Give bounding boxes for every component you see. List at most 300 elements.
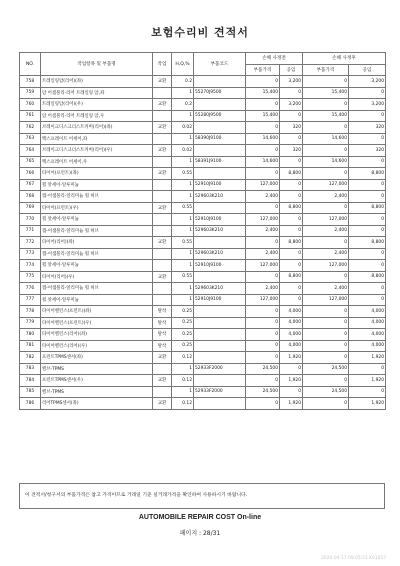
- price-before-cell: 0: [246, 398, 280, 410]
- price-after-cell: 2,400: [303, 248, 349, 260]
- hq-value-cell: 0.25: [172, 340, 194, 352]
- table-row: [20, 294, 386, 306]
- table-row: [20, 248, 386, 260]
- labor-before-cell: 4,000: [280, 340, 303, 352]
- row-number-cell: 771: [20, 225, 41, 237]
- item-name-cell: 휠 앗세이-알루미늄: [41, 179, 153, 191]
- work-type-cell: [153, 386, 172, 398]
- row-number-cell: 758: [20, 76, 41, 88]
- page-number: 페이지 : 28/31: [179, 530, 221, 537]
- row-number-cell: 766: [20, 168, 41, 180]
- price-before-cell: 15,400: [246, 110, 280, 122]
- labor-before-cell: 0: [280, 363, 303, 375]
- part-code-cell: 58391J9100: [194, 156, 246, 168]
- price-after-cell: 0: [303, 122, 349, 134]
- price-before-cell: 15,400: [246, 87, 280, 99]
- price-before-cell: 0: [246, 122, 280, 134]
- work-type-cell: 교환: [153, 76, 172, 88]
- price-before-cell: 24,500: [246, 386, 280, 398]
- row-number-cell: 773: [20, 248, 41, 260]
- labor-before-cell: 320: [280, 145, 303, 157]
- price-after-cell: 2,400: [303, 283, 349, 295]
- price-before-cell: 0: [246, 237, 280, 249]
- row-number-cell: 774: [20, 260, 41, 272]
- labor-after-cell: 0: [349, 294, 386, 306]
- item-name-cell: 캡-어셈블리-알리미늄 휠 허브: [41, 283, 153, 295]
- price-after-cell: 0: [303, 237, 349, 249]
- col-name-header: 작업항목 및 부품명: [41, 53, 153, 76]
- table-row: [20, 271, 386, 283]
- part-code-cell: 52910J9100: [194, 214, 246, 226]
- price-after-cell: 127,000: [303, 179, 349, 191]
- work-type-cell: 탈착: [153, 317, 172, 329]
- labor-after-cell: 8,800: [349, 271, 386, 283]
- labor-after-cell: 0: [349, 110, 386, 122]
- table-row: [20, 179, 386, 191]
- print-timestamp: 2020-04-17 09:05:51 K01057: [321, 556, 386, 561]
- labor-before-cell: 4,000: [280, 317, 303, 329]
- price-before-cell: 24,500: [246, 363, 280, 375]
- price-after-cell: 0: [303, 168, 349, 180]
- work-type-cell: 탈착: [153, 306, 172, 318]
- price-before-cell: 14,600: [246, 156, 280, 168]
- labor-before-cell: 1,920: [280, 352, 303, 364]
- part-code-cell: [194, 271, 246, 283]
- labor-before-cell: 1,920: [280, 398, 303, 410]
- hq-value-cell: 1: [172, 110, 194, 122]
- price-after-cell: 2,400: [303, 191, 349, 203]
- labor-after-cell: 4,000: [349, 317, 386, 329]
- hq-value-cell: 0.55: [172, 168, 194, 180]
- table-row: [20, 214, 386, 226]
- labor-after-cell: 3,200: [349, 99, 386, 111]
- hq-value-cell: 0.25: [172, 306, 194, 318]
- item-name-cell: 타이어밸런스(리어)(우): [41, 340, 153, 352]
- price-after-cell: 127,000: [303, 214, 349, 226]
- labor-after-cell: 0: [349, 214, 386, 226]
- item-name-cell: 캡-어셈블리-알리미늄 휠 허브: [41, 248, 153, 260]
- labor-after-cell: 0: [349, 386, 386, 398]
- labor-before-cell: 4,000: [280, 306, 303, 318]
- work-type-cell: [153, 260, 172, 272]
- item-name-cell: 암 어셈블리-리어 트레일링 암,좌: [41, 87, 153, 99]
- row-number-cell: 785: [20, 386, 41, 398]
- row-number-cell: 776: [20, 283, 41, 295]
- row-number-cell: 760: [20, 99, 41, 111]
- item-name-cell: 백스프레이트 어세이,좌: [41, 133, 153, 145]
- labor-before-cell: 4,000: [280, 329, 303, 341]
- row-number-cell: 769: [20, 202, 41, 214]
- hq-value-cell: 0.2: [172, 99, 194, 111]
- labor-after-cell: 8,800: [349, 168, 386, 180]
- labor-before-cell: 0: [280, 248, 303, 260]
- table-row: [20, 202, 386, 214]
- item-name-cell: 타이어밸런스(프런트)(우): [41, 317, 153, 329]
- item-name-cell: 프런트TPMS센서(우): [41, 375, 153, 387]
- price-before-cell: 14,600: [246, 133, 280, 145]
- table-row: [20, 99, 386, 111]
- price-after-cell: 0: [303, 271, 349, 283]
- item-name-cell: 타이어(리어)(우): [41, 271, 153, 283]
- col-hq-header: H,Q,%: [172, 53, 194, 76]
- work-type-cell: [153, 179, 172, 191]
- labor-after-cell: 320: [349, 145, 386, 157]
- work-type-cell: [153, 191, 172, 203]
- table-row: [20, 340, 386, 352]
- price-after-cell: 0: [303, 202, 349, 214]
- price-before-cell: 2,400: [246, 283, 280, 295]
- col-price-after-header: 부품가격: [303, 64, 349, 76]
- price-after-cell: 127,000: [303, 260, 349, 272]
- item-name-cell: 브레이크디스크더스트커버(리어)(좌): [41, 122, 153, 134]
- item-name-cell: 휠 앗세이-알루미늄: [41, 294, 153, 306]
- table-row: [20, 260, 386, 272]
- part-code-cell: 529603K210: [194, 248, 246, 260]
- part-code-cell: [194, 122, 246, 134]
- labor-before-cell: 1,920: [280, 375, 303, 387]
- item-name-cell: 캡-어셈블리-알리미늄 휠 허브: [41, 225, 153, 237]
- price-before-cell: 0: [246, 375, 280, 387]
- work-type-cell: 교환: [153, 271, 172, 283]
- row-number-cell: 764: [20, 145, 41, 157]
- row-number-cell: 772: [20, 237, 41, 249]
- table-row: [20, 191, 386, 203]
- row-number-cell: 761: [20, 110, 41, 122]
- work-type-cell: 교환: [153, 145, 172, 157]
- table-row: [20, 133, 386, 145]
- part-code-cell: 55270J9500: [194, 87, 246, 99]
- footer-brand: AUTOMOBILE REPAIR COST On-line: [138, 514, 262, 521]
- item-name-cell: 암 어셈블리-리어 트레일링 암,우: [41, 110, 153, 122]
- work-type-cell: 교환: [153, 168, 172, 180]
- price-after-cell: 127,000: [303, 294, 349, 306]
- labor-after-cell: 1,920: [349, 375, 386, 387]
- work-type-cell: 탈착: [153, 329, 172, 341]
- col-work-header: 작업: [153, 53, 172, 76]
- work-type-cell: 교환: [153, 375, 172, 387]
- row-number-cell: 770: [20, 214, 41, 226]
- work-type-cell: [153, 110, 172, 122]
- table-row: [20, 317, 386, 329]
- row-number-cell: 767: [20, 179, 41, 191]
- part-code-cell: 55280J9500: [194, 110, 246, 122]
- labor-after-cell: 0: [349, 283, 386, 295]
- table-body: [20, 76, 386, 410]
- item-name-cell: 캡-어셈블리-알리미늄 휠 허브: [41, 191, 153, 203]
- table-row: [20, 237, 386, 249]
- part-code-cell: 52933F2000: [194, 386, 246, 398]
- item-name-cell: 밸브-TPMS: [41, 363, 153, 375]
- row-number-cell: 763: [20, 133, 41, 145]
- labor-after-cell: 4,000: [349, 329, 386, 341]
- row-number-cell: 784: [20, 375, 41, 387]
- price-before-cell: 0: [246, 145, 280, 157]
- table-row: [20, 283, 386, 295]
- labor-after-cell: 320: [349, 122, 386, 134]
- price-after-cell: 15,400: [303, 110, 349, 122]
- work-type-cell: 교환: [153, 352, 172, 364]
- price-before-cell: 0: [246, 306, 280, 318]
- part-code-cell: [194, 306, 246, 318]
- row-number-cell: 765: [20, 156, 41, 168]
- part-code-cell: 529603K210: [194, 191, 246, 203]
- hq-value-cell: 1: [172, 87, 194, 99]
- hq-value-cell: 1: [172, 225, 194, 237]
- labor-before-cell: 8,800: [280, 168, 303, 180]
- row-number-cell: 779: [20, 317, 41, 329]
- labor-before-cell: 0: [280, 283, 303, 295]
- work-type-cell: 교환: [153, 398, 172, 410]
- after-adjustment-header: 손해 사정후: [303, 53, 386, 65]
- hq-value-cell: 0.12: [172, 375, 194, 387]
- item-name-cell: 휠 앗세이-알루미늄: [41, 260, 153, 272]
- item-name-cell: 타이어(프런트)(우): [41, 202, 153, 214]
- price-notice: 이 견적서/청구서의 부품가격은 참고 가격이므로 거래일 기준 실거래가격을 확인하여 사용하시기 바랍니다.: [19, 483, 385, 509]
- work-type-cell: [153, 248, 172, 260]
- col-labor-after-header: 공임: [349, 64, 386, 76]
- hq-value-cell: 1: [172, 260, 194, 272]
- table-row: [20, 352, 386, 364]
- work-type-cell: 교환: [153, 99, 172, 111]
- labor-before-cell: 320: [280, 122, 303, 134]
- price-before-cell: 127,000: [246, 179, 280, 191]
- hq-value-cell: 1: [172, 248, 194, 260]
- price-before-cell: 0: [246, 340, 280, 352]
- price-before-cell: 0: [246, 202, 280, 214]
- table-row: [20, 145, 386, 157]
- table-row: [20, 386, 386, 398]
- price-before-cell: 0: [246, 271, 280, 283]
- hq-value-cell: 1: [172, 133, 194, 145]
- price-before-cell: 2,400: [246, 248, 280, 260]
- hq-value-cell: 1: [172, 191, 194, 203]
- part-code-cell: [194, 352, 246, 364]
- hq-value-cell: 0.12: [172, 352, 194, 364]
- row-number-cell: 781: [20, 340, 41, 352]
- labor-after-cell: 3,200: [349, 76, 386, 88]
- row-number-cell: 778: [20, 306, 41, 318]
- price-after-cell: 14,600: [303, 133, 349, 145]
- hq-value-cell: 0.02: [172, 145, 194, 157]
- work-type-cell: 교환: [153, 202, 172, 214]
- labor-before-cell: 0: [280, 225, 303, 237]
- item-name-cell: 트레일링암(리어)(좌): [41, 76, 153, 88]
- labor-before-cell: 8,800: [280, 271, 303, 283]
- before-adjustment-header: 손해 사정전: [246, 53, 303, 65]
- hq-value-cell: 0.55: [172, 237, 194, 249]
- document-title: 보험수리비 견적서: [151, 26, 249, 39]
- labor-after-cell: 0: [349, 225, 386, 237]
- price-after-cell: 2,400: [303, 225, 349, 237]
- work-type-cell: [153, 363, 172, 375]
- table-row: [20, 363, 386, 375]
- part-code-cell: [194, 237, 246, 249]
- labor-before-cell: 0: [280, 260, 303, 272]
- work-type-cell: [153, 214, 172, 226]
- hq-value-cell: 0.2: [172, 76, 194, 88]
- work-type-cell: 교환: [153, 237, 172, 249]
- hq-value-cell: 1: [172, 179, 194, 191]
- part-code-cell: [194, 329, 246, 341]
- item-name-cell: 휠 앗세이-알루미늄: [41, 214, 153, 226]
- item-name-cell: 밸브-TPMS: [41, 386, 153, 398]
- work-type-cell: 교환: [153, 122, 172, 134]
- item-name-cell: 트레일링암(리어)(우): [41, 99, 153, 111]
- table-row: [20, 87, 386, 99]
- labor-before-cell: 0: [280, 214, 303, 226]
- labor-after-cell: 0: [349, 248, 386, 260]
- part-code-cell: 52910J9100: [194, 260, 246, 272]
- row-number-cell: 762: [20, 122, 41, 134]
- table-row: [20, 122, 386, 134]
- price-before-cell: 2,400: [246, 191, 280, 203]
- item-name-cell: 타이어밸런스(리어)(좌): [41, 329, 153, 341]
- labor-before-cell: 0: [280, 156, 303, 168]
- price-after-cell: 0: [303, 306, 349, 318]
- table-row: [20, 156, 386, 168]
- price-before-cell: 0: [246, 352, 280, 364]
- table-row: [20, 329, 386, 341]
- row-number-cell: 768: [20, 191, 41, 203]
- hq-value-cell: 1: [172, 283, 194, 295]
- table-row: [20, 168, 386, 180]
- labor-before-cell: 8,800: [280, 202, 303, 214]
- hq-value-cell: 0.25: [172, 329, 194, 341]
- part-code-cell: 529603K210: [194, 225, 246, 237]
- part-code-cell: [194, 398, 246, 410]
- table-row: [20, 306, 386, 318]
- row-number-cell: 786: [20, 398, 41, 410]
- row-number-cell: 759: [20, 87, 41, 99]
- labor-before-cell: 0: [280, 294, 303, 306]
- part-code-cell: 52933F2000: [194, 363, 246, 375]
- price-after-cell: 0: [303, 398, 349, 410]
- labor-after-cell: 0: [349, 179, 386, 191]
- part-code-cell: [194, 340, 246, 352]
- price-before-cell: 127,000: [246, 214, 280, 226]
- row-number-cell: 782: [20, 352, 41, 364]
- price-after-cell: 24,500: [303, 363, 349, 375]
- hq-value-cell: 0.02: [172, 122, 194, 134]
- price-after-cell: 0: [303, 145, 349, 157]
- table-row: [20, 110, 386, 122]
- hq-value-cell: 1: [172, 156, 194, 168]
- price-after-cell: 0: [303, 76, 349, 88]
- price-after-cell: 0: [303, 375, 349, 387]
- hq-value-cell: 0.55: [172, 202, 194, 214]
- labor-before-cell: 8,800: [280, 237, 303, 249]
- hq-value-cell: 0.55: [172, 271, 194, 283]
- col-price-before-header: 부품가격: [246, 64, 280, 76]
- work-type-cell: [153, 133, 172, 145]
- labor-after-cell: 8,800: [349, 237, 386, 249]
- price-before-cell: 2,400: [246, 225, 280, 237]
- work-type-cell: [153, 294, 172, 306]
- part-code-cell: [194, 375, 246, 387]
- hq-value-cell: 0.25: [172, 317, 194, 329]
- labor-after-cell: 1,920: [349, 398, 386, 410]
- item-name-cell: 타이어밸런스(프런트)(좌): [41, 306, 153, 318]
- table-header: [20, 53, 386, 76]
- price-after-cell: 0: [303, 352, 349, 364]
- price-before-cell: 127,000: [246, 260, 280, 272]
- labor-before-cell: 0: [280, 133, 303, 145]
- work-type-cell: [153, 283, 172, 295]
- item-name-cell: 타이어(프런트)(좌): [41, 168, 153, 180]
- col-labor-before-header: 공임: [280, 64, 303, 76]
- price-before-cell: 0: [246, 317, 280, 329]
- labor-after-cell: 0: [349, 363, 386, 375]
- table-row: [20, 398, 386, 410]
- work-type-cell: [153, 156, 172, 168]
- price-after-cell: 0: [303, 317, 349, 329]
- table-row: [20, 76, 386, 88]
- row-number-cell: 780: [20, 329, 41, 341]
- price-before-cell: 127,000: [246, 294, 280, 306]
- work-type-cell: 탈착: [153, 340, 172, 352]
- hq-value-cell: 0.12: [172, 398, 194, 410]
- work-type-cell: [153, 225, 172, 237]
- price-after-cell: 15,400: [303, 87, 349, 99]
- labor-after-cell: 4,000: [349, 340, 386, 352]
- labor-after-cell: 0: [349, 156, 386, 168]
- col-no-header: NO.: [20, 53, 41, 76]
- labor-after-cell: 0: [349, 133, 386, 145]
- part-code-cell: 52910J9100: [194, 179, 246, 191]
- part-code-cell: [194, 99, 246, 111]
- row-number-cell: 783: [20, 363, 41, 375]
- estimate-table: [19, 52, 386, 410]
- labor-after-cell: 0: [349, 260, 386, 272]
- labor-before-cell: 0: [280, 179, 303, 191]
- item-name-cell: 타이어(리어)(좌): [41, 237, 153, 249]
- labor-after-cell: 8,800: [349, 202, 386, 214]
- price-before-cell: 0: [246, 168, 280, 180]
- work-type-cell: [153, 87, 172, 99]
- labor-before-cell: 0: [280, 386, 303, 398]
- labor-before-cell: 3,200: [280, 76, 303, 88]
- price-after-cell: 24,500: [303, 386, 349, 398]
- labor-before-cell: 0: [280, 110, 303, 122]
- price-before-cell: 0: [246, 329, 280, 341]
- price-after-cell: 0: [303, 329, 349, 341]
- part-code-cell: 529603K210: [194, 283, 246, 295]
- part-code-cell: 58390J9100: [194, 133, 246, 145]
- labor-after-cell: 0: [349, 87, 386, 99]
- price-after-cell: 0: [303, 99, 349, 111]
- row-number-cell: 775: [20, 271, 41, 283]
- hq-value-cell: 1: [172, 294, 194, 306]
- price-after-cell: 0: [303, 340, 349, 352]
- part-code-cell: [194, 202, 246, 214]
- table-row: [20, 225, 386, 237]
- price-after-cell: 14,600: [303, 156, 349, 168]
- row-number-cell: 777: [20, 294, 41, 306]
- labor-before-cell: 0: [280, 87, 303, 99]
- part-code-cell: [194, 145, 246, 157]
- hq-value-cell: 1: [172, 363, 194, 375]
- part-code-cell: [194, 76, 246, 88]
- price-before-cell: 0: [246, 76, 280, 88]
- col-code-header: 부품코드: [194, 53, 246, 76]
- labor-before-cell: 3,200: [280, 99, 303, 111]
- part-code-cell: [194, 317, 246, 329]
- item-name-cell: 리어TPMS센서(좌): [41, 398, 153, 410]
- labor-after-cell: 4,000: [349, 306, 386, 318]
- part-code-cell: [194, 168, 246, 180]
- item-name-cell: 프런트TPMS센서(좌): [41, 352, 153, 364]
- table-row: [20, 375, 386, 387]
